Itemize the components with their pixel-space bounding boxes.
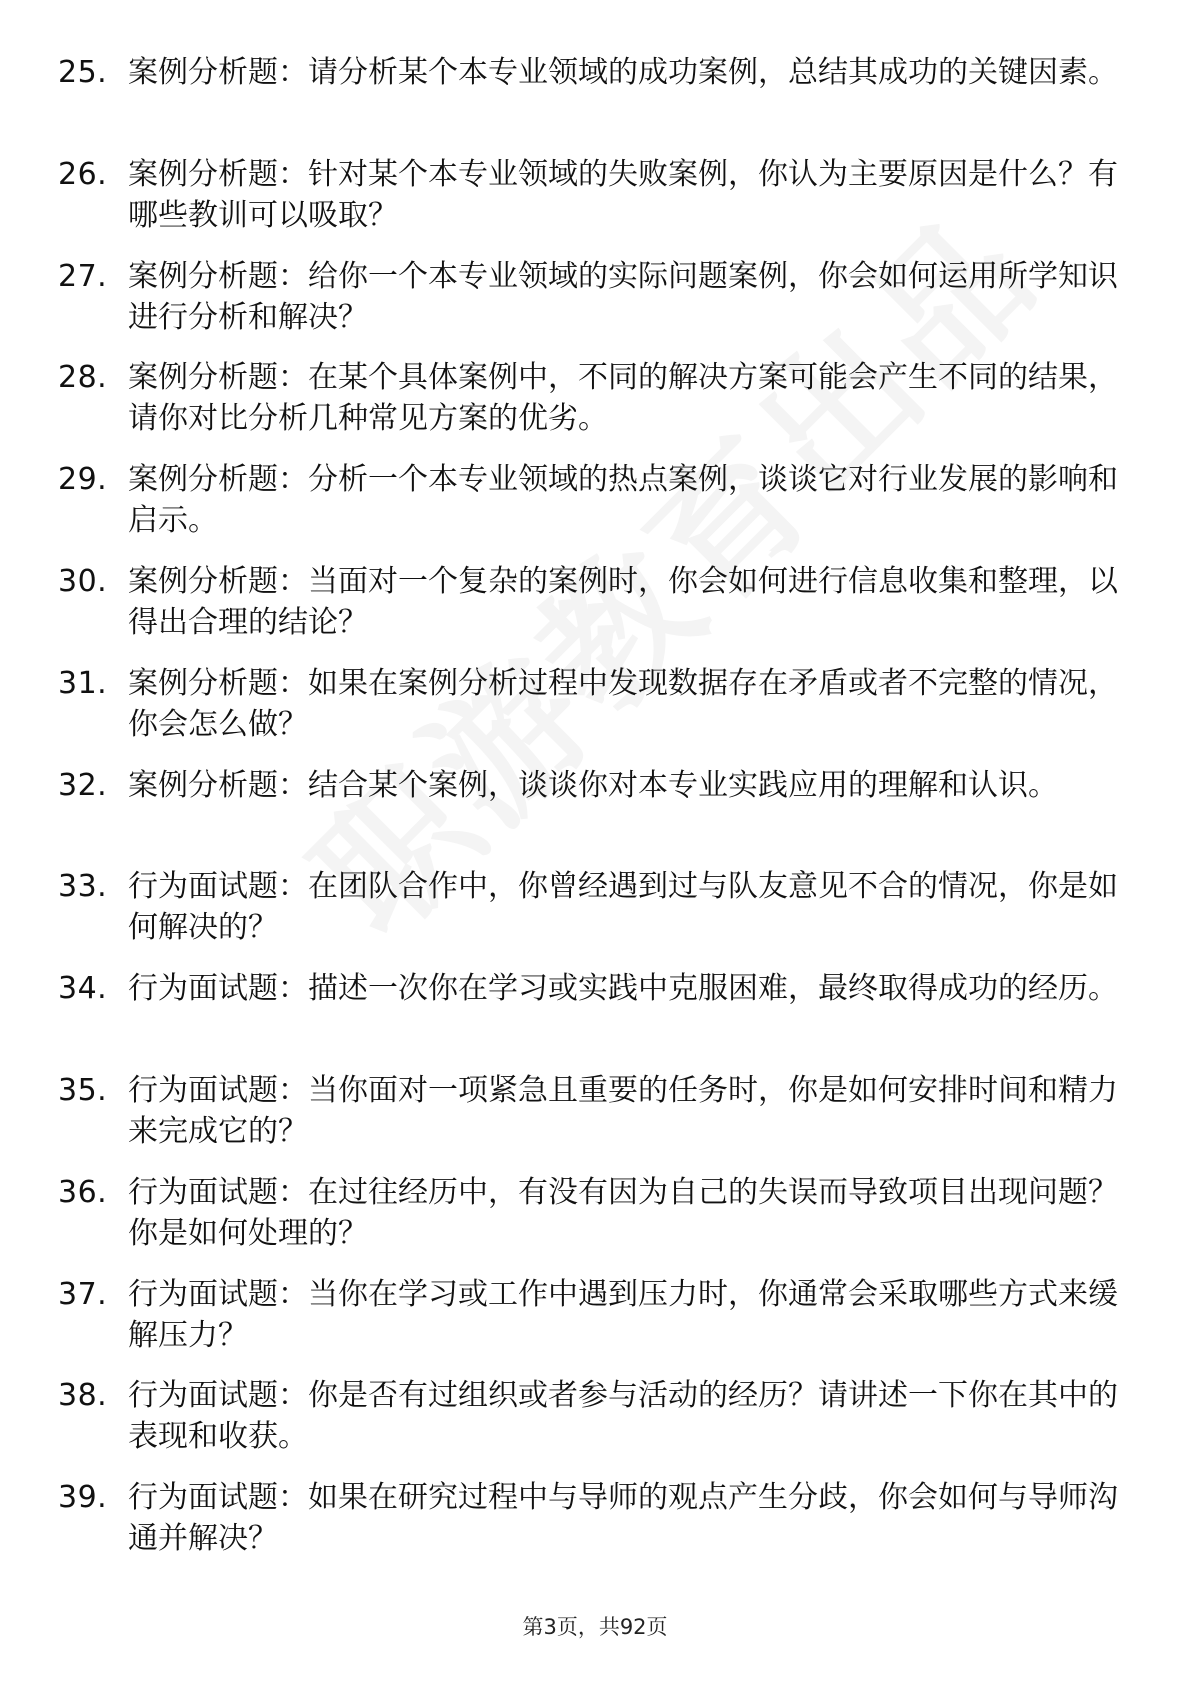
- question-text: 案例分析题：分析一个本专业领域的热点案例，谈谈它对行业发展的影响和启示。: [128, 462, 1118, 539]
- question-text: 案例分析题：结合某个案例，谈谈你对本专业实践应用的理解和认识。: [128, 767, 1058, 803]
- question-item: [58, 561, 1118, 663]
- question-item: [58, 256, 1118, 358]
- question-list: [58, 52, 1118, 1579]
- question-item: [58, 357, 1118, 459]
- question-text: 行为面试题：你是否有过组织或者参与活动的经历？请讲述一下你在其中的表现和收获。: [128, 1378, 1118, 1455]
- question-item: [58, 968, 1118, 1070]
- question-text: 案例分析题：在某个具体案例中，不同的解决方案可能会产生不同的结果，请你对比分析几种常见方案的优劣。: [128, 360, 1118, 437]
- question-number: 25.: [58, 55, 108, 90]
- page-footer: [0, 1613, 1190, 1641]
- question-number: 36.: [58, 1174, 108, 1210]
- question-text: 行为面试题：当你面对一项紧急且重要的任务时，你是如何安排时间和精力来完成它的？: [128, 1072, 1118, 1149]
- question-item: [58, 1274, 1118, 1376]
- question-text: 案例分析题：当面对一个复杂的案例时，你会如何进行信息收集和整理，以得出合理的结论？: [128, 563, 1118, 640]
- question-number: 38.: [58, 1378, 108, 1414]
- page-number-label: 第3页，共92页: [522, 1615, 668, 1639]
- question-text: 案例分析题：给你一个本专业领域的实际问题案例，你会如何运用所学知识进行分析和解决？: [128, 258, 1118, 335]
- question-item: [58, 1172, 1118, 1274]
- question-number: 29.: [58, 462, 108, 498]
- question-number: 32.: [58, 767, 108, 803]
- question-number: 33.: [58, 869, 108, 905]
- question-number: 26.: [58, 156, 108, 192]
- question-text: 行为面试题：在团队合作中，你曾经遇到过与队友意见不合的情况，你是如何解决的？: [128, 869, 1118, 946]
- question-item: [58, 459, 1118, 561]
- question-item: [58, 1375, 1118, 1477]
- question-item: [58, 154, 1118, 256]
- question-number: 37.: [58, 1276, 108, 1312]
- question-text: 案例分析题：请分析某个本专业领域的成功案例，总结其成功的关键因素。: [128, 55, 1118, 90]
- question-number: 35.: [58, 1072, 108, 1108]
- question-number: 30.: [58, 563, 108, 599]
- question-item: [58, 52, 1118, 154]
- question-item: [58, 1070, 1118, 1172]
- question-item: [58, 866, 1118, 968]
- question-text: 行为面试题：如果在研究过程中与导师的观点产生分歧，你会如何与导师沟通并解决？: [128, 1480, 1118, 1557]
- question-text: 案例分析题：如果在案例分析过程中发现数据存在矛盾或者不完整的情况，你会怎么做？: [128, 665, 1118, 742]
- question-text: 行为面试题：描述一次你在学习或实践中克服困难，最终取得成功的经历。: [128, 971, 1118, 1007]
- question-item: [58, 1477, 1118, 1579]
- question-text: 行为面试题：在过往经历中，有没有因为自己的失误而导致项目出现问题？你是如何处理的？: [128, 1174, 1118, 1251]
- question-number: 34.: [58, 971, 108, 1007]
- question-text: 行为面试题：当你在学习或工作中遇到压力时，你通常会采取哪些方式来缓解压力？: [128, 1276, 1118, 1353]
- question-number: 31.: [58, 665, 108, 701]
- question-number: 27.: [58, 258, 108, 294]
- question-item: [58, 663, 1118, 765]
- question-number: 28.: [58, 360, 108, 396]
- question-text: 案例分析题：针对某个本专业领域的失败案例，你认为主要原因是什么？有哪些教训可以吸取？: [128, 156, 1118, 233]
- question-item: [58, 765, 1118, 867]
- question-number: 39.: [58, 1480, 108, 1516]
